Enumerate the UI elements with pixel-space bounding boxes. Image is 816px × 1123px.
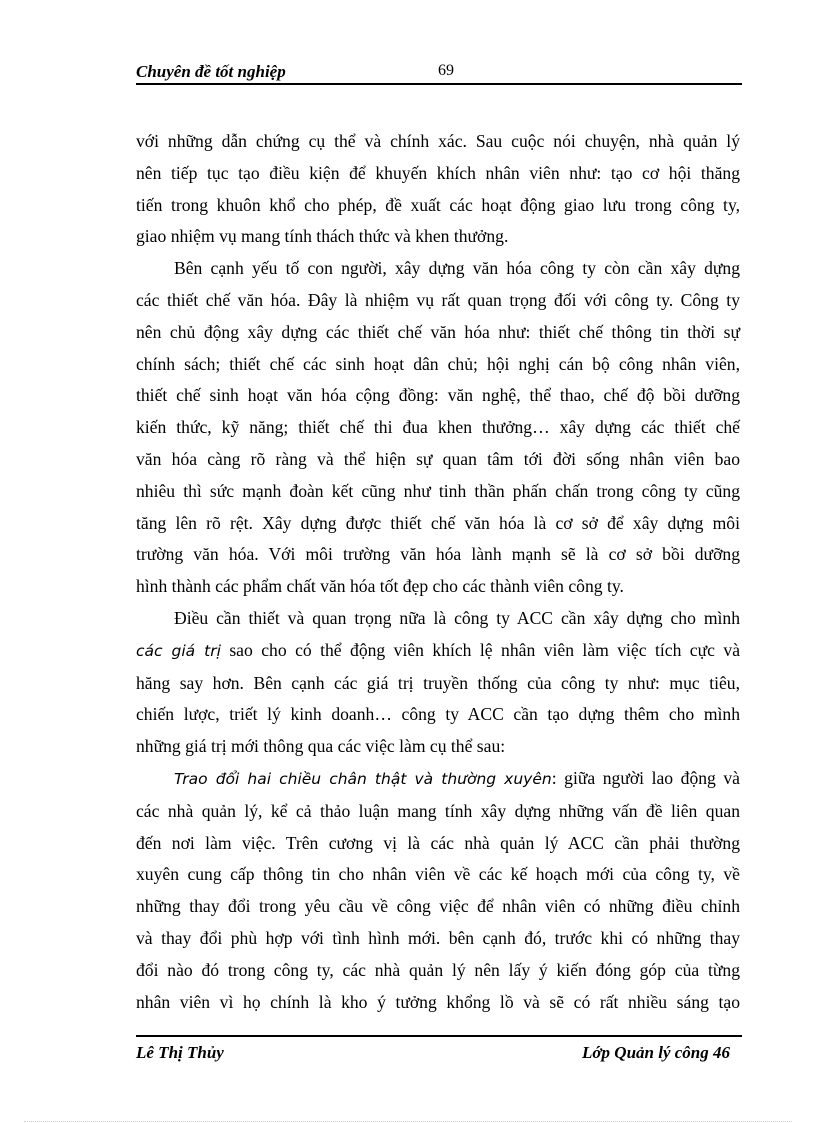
page-header: [136, 58, 742, 84]
text-line: kiến thức, kỹ năng; thiết chế thi đua khen thưởng… xây dựng các thiết chế: [136, 417, 740, 438]
text-line: với những dẫn chứng cụ thể và chính xác. Sau cuộc nói chuyện, nhà quản lý: [136, 131, 740, 151]
footer-class: Lớp Quản lý công 46: [582, 1043, 730, 1062]
text-line: nên tiếp tục tạo điều kiện để khuyến khích nhân viên như: tạo cơ hội thăng: [136, 162, 740, 183]
page-number: 69: [438, 62, 454, 79]
page-footer: [136, 1041, 742, 1067]
text-line: xuyên cung cấp thông tin cho nhân viên về các kế hoạch mới của công ty, về: [136, 864, 740, 885]
text-line: đổi nào đó trong công ty, các nhà quản lý nên lấy ý kiến đóng góp của từng: [136, 959, 740, 980]
text-line: các nhà quản lý, kể cả thảo luận mang tính xây dựng những vấn đề liên quan: [136, 800, 740, 821]
emphasis-text: Trao đổi hai chiều chân thật và thường xuyên: [174, 769, 552, 788]
footer-author: Lê Thị Thủy: [136, 1043, 224, 1062]
text-line: giao nhiệm vụ mang tính thách thức và khen thưởng.: [136, 226, 509, 247]
text-line: tăng lên rõ rệt. Xây dựng được thiết chế văn hóa là cơ sở để xây dựng môi: [136, 512, 740, 533]
text-line: những giá trị mới thông qua các việc làm cụ thể sau:: [136, 736, 506, 757]
text-line: [136, 763, 740, 796]
text-line: tiến trong khuôn khổ cho phép, đề xuất các hoạt động giao lưu trong công ty,: [136, 194, 740, 215]
text-line: những thay đổi trong yêu cầu về công việc để nhân viên có những điều chỉnh: [136, 896, 740, 917]
text-line: Bên cạnh yếu tố con người, xây dựng văn hóa công ty còn cần xây dựng: [174, 258, 740, 279]
text-line: hăng say hơn. Bên cạnh các giá trị truyền thống của công ty như: mục tiêu,: [136, 672, 740, 693]
text-line: nhân viên vì họ chính là kho ý tưởng khổng lồ và sẽ có rất nhiều sáng tạo: [136, 991, 740, 1012]
text-line: nên chủ động xây dựng các thiết chế văn hóa như: thiết chế thông tin thời sự: [136, 321, 740, 342]
text-line: và thay đổi phù hợp với tình hình mới. bên cạnh đó, trước khi có những thay: [136, 927, 740, 948]
page-edge-divider: [24, 1121, 792, 1122]
text-line: các thiết chế văn hóa. Đây là nhiệm vụ rất quan trọng đối với công ty. Công ty: [136, 289, 740, 310]
header-title: Chuyên đề tốt nghiệp: [136, 62, 286, 81]
text-line: chính sách; thiết chế các sinh hoạt dân chủ; hội nghị cán bộ công nhân viên,: [136, 353, 740, 374]
text-line: trường văn hóa. Với môi trường văn hóa lành mạnh sẽ là cơ sở bồi dưỡng: [136, 544, 740, 565]
text-line: văn hóa càng rõ ràng và thể hiện sự quan tâm tới đời sống nhân viên bao: [136, 448, 740, 469]
text-line: chiến lược, triết lý kinh doanh… công ty ACC cần tạo dựng thêm cho mình: [136, 704, 740, 725]
text-line: hình thành các phẩm chất văn hóa tốt đẹp cho các thành viên công ty.: [136, 576, 624, 597]
text-run: sao cho có thể động viên khích lệ nhân viên làm việc tích cực và: [220, 639, 741, 660]
text-line: nhiêu thì sức mạnh đoàn kết cũng như tinh thần phấn chấn trong công ty cũng: [136, 480, 740, 501]
text-run: : giữa người lao động và: [551, 767, 740, 788]
footer-divider: [136, 1035, 742, 1037]
header-divider: [136, 83, 742, 85]
text-line: đến nơi làm việc. Trên cương vị là các nhà quản lý ACC cần phải thường: [136, 832, 740, 853]
text-line: [136, 635, 740, 668]
text-line: thiết chế sinh hoạt văn hóa cộng đồng: văn nghệ, thể thao, chế độ bồi dưỡng: [136, 385, 740, 406]
body-text: [136, 126, 740, 1018]
emphasis-text: các giá trị: [136, 641, 221, 660]
text-line: Điều cần thiết và quan trọng nữa là công ty ACC cần xây dựng cho mình: [174, 607, 740, 628]
